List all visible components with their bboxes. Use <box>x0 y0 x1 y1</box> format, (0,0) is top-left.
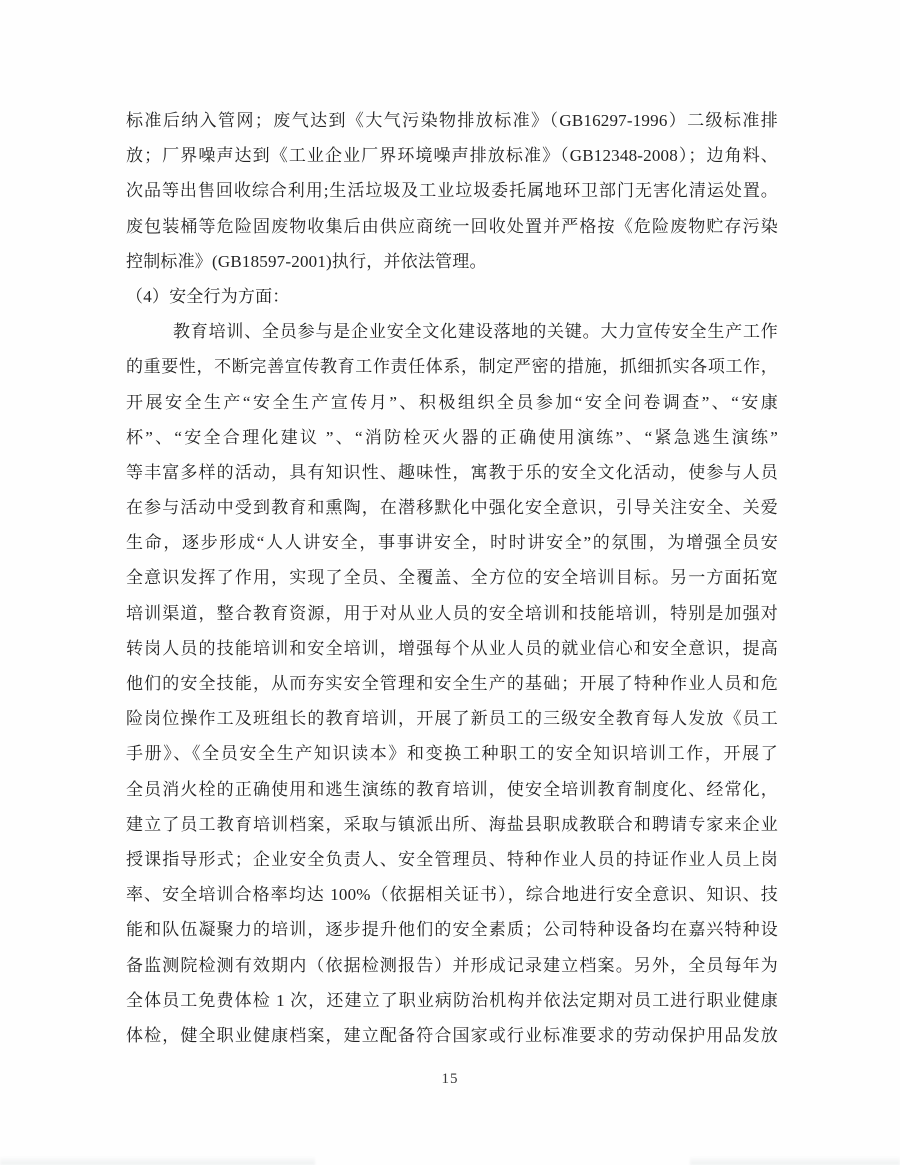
page-number: 15 <box>441 1071 459 1087</box>
scan-artifact-right <box>690 1156 900 1165</box>
text-line: 废包装桶等危险固废物收集后由供应商统一回收处置并严格按《危险废物贮存污染 <box>126 216 778 236</box>
text-line: 杯”、“安全合理化建议 ”、“消防栓灭火器的正确使用演练”、“紧急逃生演练” <box>126 427 778 447</box>
text-line: 他们的安全技能，从而夯实安全管理和安全生产的基础；开展了特种作业人员和危 <box>126 674 778 693</box>
text-line: 体检，健全职业健康档案，建立配备符合国家或行业标准要求的劳动保护用品发放 <box>126 1025 778 1045</box>
text-line: 等丰富多样的活动，具有知识性、趣味性，寓教于乐的安全文化活动，使参与人员 <box>126 462 778 482</box>
text-line: 率、安全培训合格率均达 100%（依据相关证书），综合地进行安全意识、知识、技 <box>126 885 778 905</box>
text-line: 授课指导形式；企业安全负责人、安全管理员、特种作业人员的持证作业人员上岗 <box>126 849 778 869</box>
text-line: 生命，逐步形成“人人讲安全，事事讲安全，时时讲安全”的氛围，为增强全员安 <box>126 533 778 553</box>
text-line: 手册》、《全员安全生产知识读本》和变换工种职工的安全知识培训工作，开展了 <box>126 744 778 764</box>
text-line: （4）安全行为方面： <box>126 286 290 306</box>
text-line: 能和队伍凝聚力的培训，逐步提升他们的安全素质；公司特种设备均在嘉兴特种设 <box>126 920 778 940</box>
text-line: 险岗位操作工及班组长的教育培训，开展了新员工的三级安全教育每人发放《员工 <box>126 709 778 729</box>
text-block <box>126 103 778 1053</box>
text-line: 培训渠道，整合教育资源，用于对从业人员的安全培训和技能培训，特别是加强对 <box>126 603 778 623</box>
text-line: 备监测院检测有效期内（依据检测报告）并形成记录建立档案。另外，全员每年为 <box>126 955 778 975</box>
text-line: 在参与活动中受到教育和熏陶，在潜移默化中强化安全意识，引导关注安全、关爱 <box>126 498 778 518</box>
scan-artifact-left <box>0 1156 315 1165</box>
text-line: 全意识发挥了作用，实现了全员、全覆盖、全方位的安全培训目标。另一方面拓宽 <box>126 568 778 588</box>
text-line: 次品等出售回收综合利用;生活垃圾及工业垃圾委托属地环卫部门无害化清运处置。 <box>126 181 778 201</box>
text-line: 全员消火栓的正确使用和逃生演练的教育培训，使安全培训教育制度化、经常化， <box>126 779 778 799</box>
text-line: 的重要性，不断完善宣传教育工作责任体系，制定严密的措施，抓细抓实各项工作， <box>126 357 778 377</box>
text-line: 建立了员工教育培训档案，采取与镇派出所、海盐县职成教联合和聘请专家来企业 <box>126 814 778 834</box>
text-line: 转岗人员的技能培训和安全培训，增强每个从业人员的就业信心和安全意识，提高 <box>126 638 778 658</box>
text-line: 开展安全生产“安全生产宣传月”、积极组织全员参加“安全问卷调查”、“安康 <box>126 392 778 412</box>
text-line: 放；厂界噪声达到《工业企业厂界环境噪声排放标准》（GB12348-2008）；边角料、 <box>126 146 778 166</box>
text-line: 控制标准》(GB18597-2001)执行，并依法管理。 <box>126 251 487 271</box>
text-line: 全体员工免费体检 1 次，还建立了职业病防治机构并依法定期对员工进行职业健康 <box>126 990 778 1010</box>
text-line: 标准后纳入管网；废气达到《大气污染物排放标准》（GB16297-1996）二级标准排 <box>126 111 778 130</box>
text-line: 教育培训、全员参与是企业安全文化建设落地的关键。大力宣传安全生产工作 <box>173 322 778 342</box>
